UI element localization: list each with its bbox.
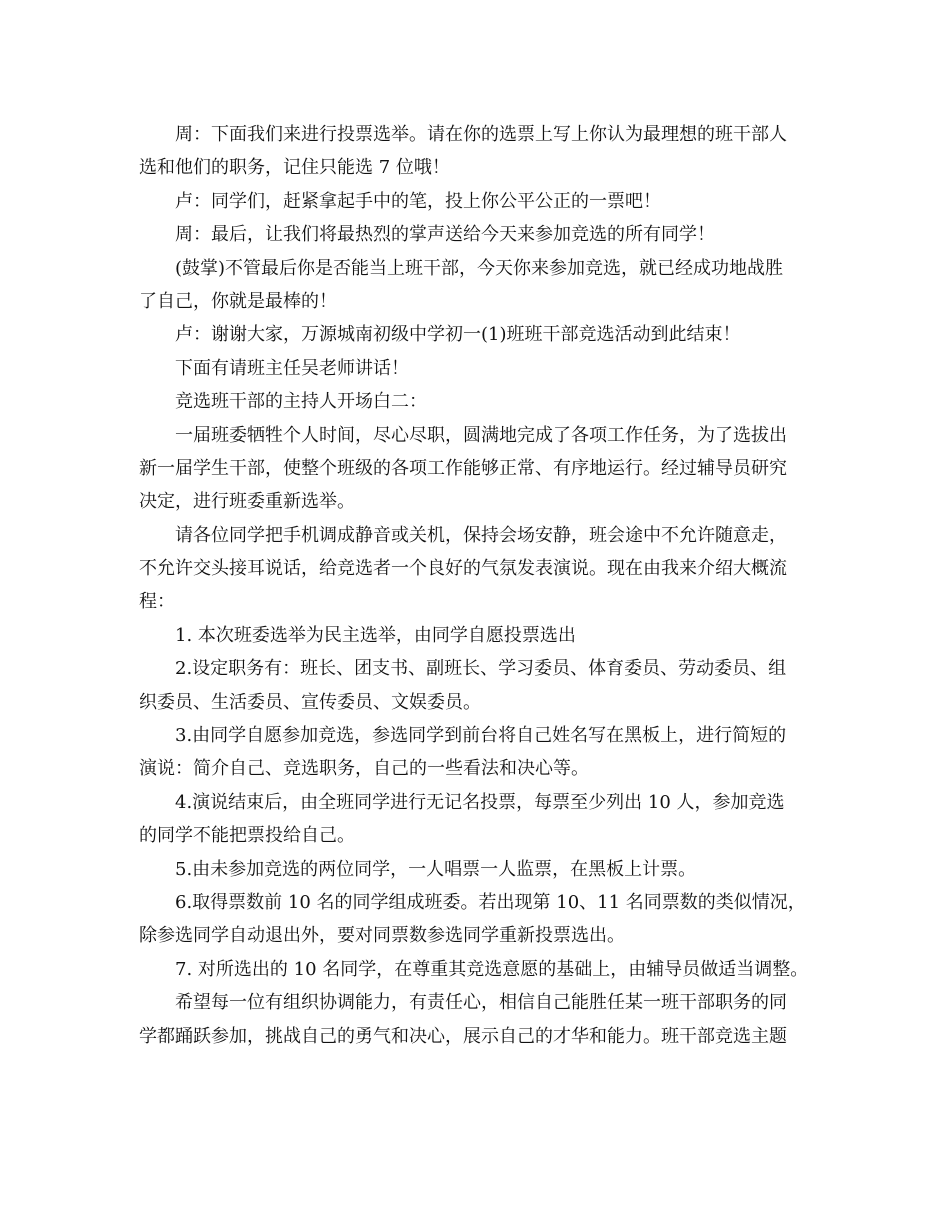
- text-line: 竞选班干部的主持人开场白二：: [175, 391, 427, 413]
- text-line: 7. 对所选出的 10 名同学，在尊重其竞选意愿的基础上，由辅导员做适当调整。: [175, 958, 809, 980]
- text-line: 4.演说结束后，由全班同学进行无记名投票，每票至少列出 10 人，参加竞选: [175, 791, 785, 813]
- text-line: 学都踊跃参加，挑战自己的勇气和决心，展示自己的才华和能力。班干部竞选主题: [139, 1025, 787, 1047]
- text-line: (鼓掌)不管最后你是否能当上班干部，今天你来参加竞选，就已经成功地战胜: [175, 257, 784, 279]
- text-line: 演说：简介自己、竞选职务，自己的一些看法和决心等。: [139, 758, 589, 780]
- text-line: 新一届学生干部，使整个班级的各项工作能够正常、有序地运行。经过辅导员研究: [139, 457, 787, 479]
- text-line: 希望每一位有组织协调能力，有责任心，相信自己能胜任某一班干部职务的同: [175, 992, 787, 1014]
- text-line: 请各位同学把手机调成静音或关机，保持会场安静，班会途中不允许随意走，: [175, 524, 787, 546]
- text-line: 一届班委牺牲个人时间，尽心尽职，圆满地完成了各项工作任务，为了选拔出: [175, 424, 787, 446]
- text-line: 1. 本次班委选举为民主选举，由同学自愿投票选出: [175, 624, 576, 646]
- text-line: 织委员、生活委员、宣传委员、文娱委员。: [139, 691, 481, 713]
- text-line: 3.由同学自愿参加竞选，参选同学到前台将自己姓名写在黑板上，进行简短的: [175, 725, 787, 747]
- text-line: 下面有请班主任吴老师讲话！: [175, 357, 409, 379]
- text-line: 选和他们的职务，记住只能选 7 位哦！: [139, 157, 450, 179]
- document-body: [139, 118, 819, 1053]
- text-line: 2.设定职务有：班长、团支书、副班长、学习委员、体育委员、劳动委员、组: [175, 658, 787, 680]
- text-line: 除参选同学自动退出外，要对同票数参选同学重新投票选出。: [139, 925, 625, 947]
- text-line: 不允许交头接耳说话，给竞选者一个良好的气氛发表演说。现在由我来介绍大概流: [139, 558, 787, 580]
- text-line: 6.取得票数前 10 名的同学组成班委。若出现第 10、11 名同票数的类似情况，: [175, 891, 806, 913]
- text-line: 5.由未参加竞选的两位同学，一人唱票一人监票，在黑板上计票。: [175, 858, 697, 880]
- text-line: 周：最后，让我们将最热烈的掌声送给今天来参加竞选的所有同学！: [175, 224, 715, 246]
- text-line: 决定，进行班委重新选举。: [139, 491, 355, 513]
- text-line: 周：下面我们来进行投票选举。请在你的选票上写上你认为最理想的班干部人: [175, 124, 787, 145]
- text-line: 了自己，你就是最棒的！: [139, 290, 337, 312]
- text-line: 卢：谢谢大家，万源城南初级中学初一(1)班班干部竞选活动到此结束！: [175, 324, 741, 346]
- text-line: 的同学不能把票投给自己。: [139, 825, 355, 847]
- text-line: 程：: [139, 591, 175, 613]
- text-line: 卢：同学们，赶紧拿起手中的笔，投上你公平公正的一票吧！: [175, 190, 661, 212]
